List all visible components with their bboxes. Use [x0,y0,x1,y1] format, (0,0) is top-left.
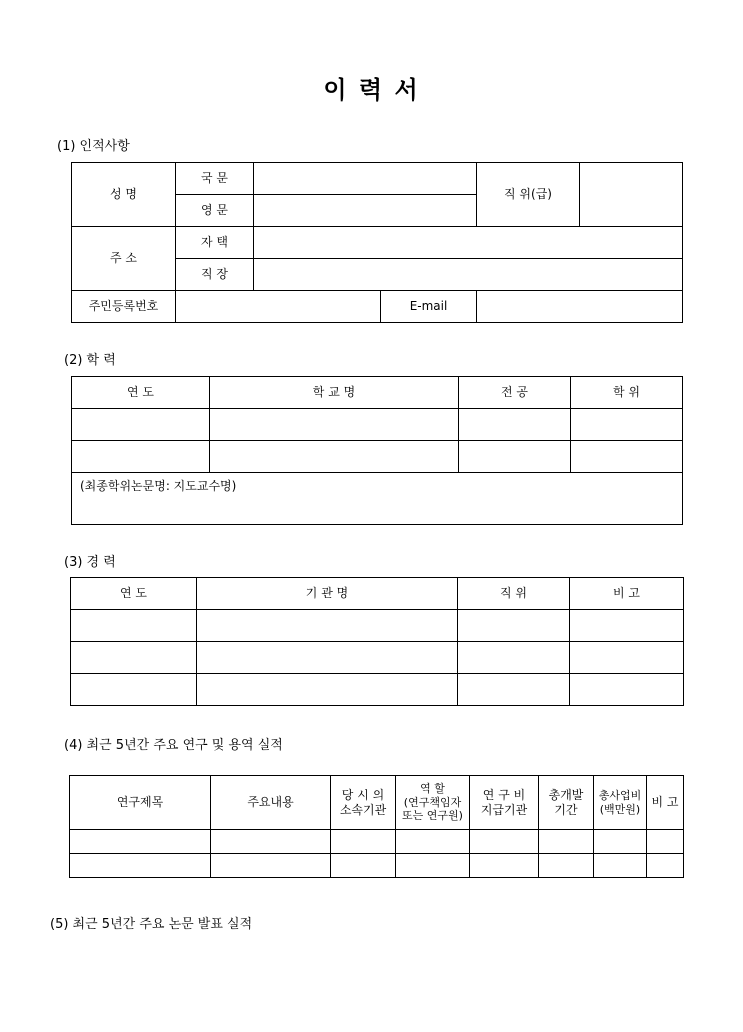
email-label: E-mail [381,291,477,323]
home-address-label: 자 택 [176,227,254,259]
career-table [70,577,684,706]
education-header-degree: 학 위 [571,377,683,409]
research-cell[interactable] [331,854,396,878]
section-4-heading: (4) 최근 5년간 주요 연구 및 용역 실적 [64,738,283,753]
education-cell[interactable] [459,441,571,473]
research-cell[interactable] [396,830,470,854]
career-cell[interactable] [197,674,458,706]
education-cell[interactable] [571,409,683,441]
english-name-field[interactable] [254,195,477,227]
research-cell[interactable] [594,854,647,878]
table-row [71,674,684,706]
career-header-position: 직 위 [458,578,570,610]
research-header-role: 역 할 (연구책임자 또는 연구원) [396,776,470,830]
section-1-heading: (1) 인적사항 [57,139,130,154]
education-cell[interactable] [210,409,459,441]
thesis-field[interactable] [72,473,683,525]
education-cell[interactable] [210,441,459,473]
research-cell[interactable] [539,830,594,854]
thesis-label: (최종학위논문명: 지도교수명) [80,479,237,493]
research-header-funding-agency: 연 구 비 지급기관 [470,776,539,830]
research-cell[interactable] [594,830,647,854]
name-label: 성 명 [72,163,176,227]
research-cell[interactable] [211,830,331,854]
research-header-content: 주요내용 [211,776,331,830]
research-header-affiliation: 당 시 의 소속기관 [331,776,396,830]
research-cell[interactable] [470,854,539,878]
research-header-remarks: 비 고 [647,776,684,830]
career-cell[interactable] [458,674,570,706]
education-cell[interactable] [72,409,210,441]
table-row [72,409,683,441]
education-header-major: 전 공 [459,377,571,409]
career-cell[interactable] [71,642,197,674]
work-address-label: 직 장 [176,259,254,291]
research-cell[interactable] [470,830,539,854]
research-cell[interactable] [647,830,684,854]
education-cell[interactable] [72,441,210,473]
research-header-budget: 총사업비 (백만원) [594,776,647,830]
career-cell[interactable] [570,610,684,642]
education-table [71,376,683,525]
career-cell[interactable] [458,642,570,674]
career-cell[interactable] [71,610,197,642]
career-cell[interactable] [458,610,570,642]
korean-name-field[interactable] [254,163,477,195]
education-header-school: 학 교 명 [210,377,459,409]
education-cell[interactable] [571,441,683,473]
table-row [72,441,683,473]
research-cell[interactable] [647,854,684,878]
personal-info-table [71,162,683,323]
education-header-year: 연 도 [72,377,210,409]
career-header-organization: 기 관 명 [197,578,458,610]
education-cell[interactable] [459,409,571,441]
career-cell[interactable] [197,642,458,674]
research-cell[interactable] [396,854,470,878]
research-cell[interactable] [331,830,396,854]
research-cell[interactable] [70,830,211,854]
table-row [71,610,684,642]
resident-id-field[interactable] [176,291,381,323]
korean-name-label: 국 문 [176,163,254,195]
career-cell[interactable] [570,642,684,674]
resident-id-label: 주민등록번호 [72,291,176,323]
career-cell[interactable] [570,674,684,706]
research-cell[interactable] [70,854,211,878]
research-header-title: 연구제목 [70,776,211,830]
career-cell[interactable] [197,610,458,642]
research-cell[interactable] [211,854,331,878]
table-row [70,830,684,854]
section-5-heading: (5) 최근 5년간 주요 논문 발표 실적 [50,917,253,932]
career-cell[interactable] [71,674,197,706]
section-2-heading: (2) 학 력 [64,353,116,368]
email-field[interactable] [477,291,683,323]
research-header-duration: 총개발 기간 [539,776,594,830]
career-header-remarks: 비 고 [570,578,684,610]
address-label: 주 소 [72,227,176,291]
home-address-field[interactable] [254,227,683,259]
position-label: 직 위(급) [477,163,580,227]
research-cell[interactable] [539,854,594,878]
career-header-year: 연 도 [71,578,197,610]
research-record-table [69,775,684,878]
table-row [70,854,684,878]
position-field[interactable] [580,163,683,227]
document-title: 이 력 서 [323,76,420,104]
english-name-label: 영 문 [176,195,254,227]
table-row [71,642,684,674]
work-address-field[interactable] [254,259,683,291]
section-3-heading: (3) 경 력 [64,555,116,570]
